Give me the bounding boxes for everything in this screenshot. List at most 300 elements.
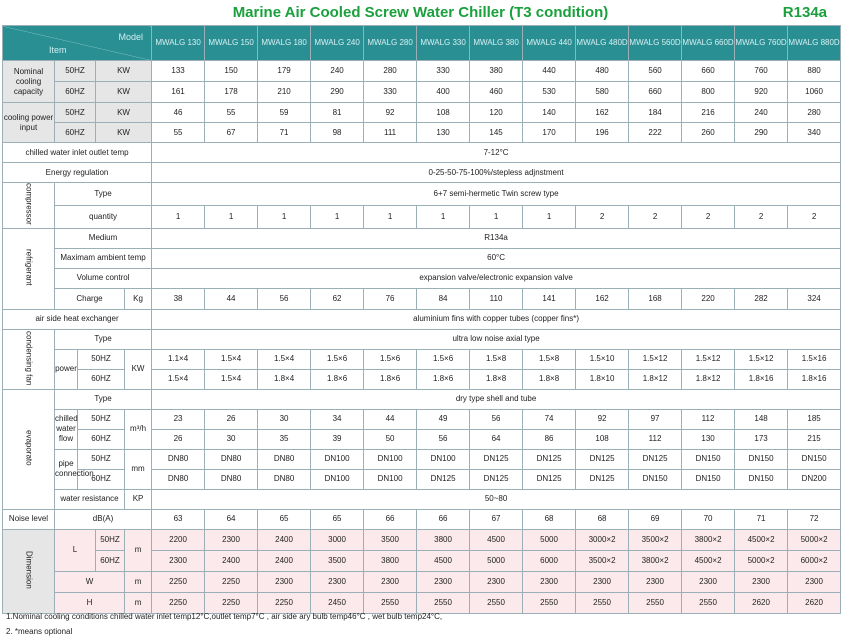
- refrigerant-label-text: refrigerant: [24, 249, 34, 286]
- pipe-60-value: DN150: [629, 469, 682, 489]
- unit-label: KW: [96, 82, 152, 103]
- length-50-value: 3500×2: [629, 529, 682, 550]
- quantity-label: quantity: [55, 205, 152, 228]
- compressor-qty-value: 2: [735, 205, 788, 228]
- flow-60-value: 30: [205, 429, 258, 449]
- table-row: [3, 61, 841, 82]
- nominal-cooling-60-value: 161: [152, 82, 205, 103]
- table-row: [3, 409, 841, 429]
- pipe-60-value: DN125: [523, 469, 576, 489]
- table-row: [3, 571, 841, 592]
- flow-60-value: 112: [629, 429, 682, 449]
- compressor-type: 6+7 semi-hermetic Twin screw type: [152, 183, 841, 206]
- nominal-cooling-50-value: 150: [205, 61, 258, 82]
- flow-50-value: 30: [258, 409, 311, 429]
- cooling-power-60-value: 222: [629, 123, 682, 143]
- compressor-qty-value: 2: [629, 205, 682, 228]
- compressor-qty-value: 1: [311, 205, 364, 228]
- nominal-cooling-60-value: 580: [576, 82, 629, 103]
- length-label: L: [55, 529, 96, 571]
- hz-label: 50HZ: [55, 103, 96, 123]
- cooling-power-50-value: 140: [523, 103, 576, 123]
- flow-60-value: 26: [152, 429, 205, 449]
- height-label: H: [55, 592, 125, 613]
- flow-60-value: 215: [788, 429, 841, 449]
- length-50-value: 3000×2: [576, 529, 629, 550]
- fan-power-60-value: 1.8×10: [576, 369, 629, 389]
- length-60-value: 5000×2: [735, 550, 788, 571]
- height-value: 2620: [735, 592, 788, 613]
- pipe-60-value: DN100: [311, 469, 364, 489]
- table-row: [3, 123, 841, 143]
- compressor-qty-value: 2: [682, 205, 735, 228]
- flow-50-value: 23: [152, 409, 205, 429]
- flow-50-value: 74: [523, 409, 576, 429]
- length-60-value: 4500×2: [682, 550, 735, 571]
- model-header: MWALG 240: [311, 26, 364, 61]
- refrigerant-label: [3, 228, 55, 309]
- type-label: Type: [55, 389, 152, 409]
- compressor-qty-value: 1: [152, 205, 205, 228]
- table-row: [3, 489, 841, 509]
- pipe-50-value: DN100: [311, 449, 364, 469]
- charge-value: 110: [470, 288, 523, 309]
- length-50-value: 2400: [258, 529, 311, 550]
- dimension-label: [3, 529, 55, 613]
- cooling-power-50-value: 240: [735, 103, 788, 123]
- hz-label: 50HZ: [55, 61, 96, 82]
- fan-power-50-value: 1.5×4: [205, 349, 258, 369]
- fan-power-60-value: 1.8×4: [258, 369, 311, 389]
- charge-value: 324: [788, 288, 841, 309]
- fan-power-60-value: 1.8×8: [523, 369, 576, 389]
- noise-value: 72: [788, 509, 841, 529]
- fan-power-60-value: 1.5×4: [152, 369, 205, 389]
- evaporator-type: dry type shell and tube: [152, 389, 841, 409]
- length-60-value: 2300: [152, 550, 205, 571]
- fan-power-50-value: 1.5×10: [576, 349, 629, 369]
- compressor-label-text: compressor: [24, 183, 34, 225]
- table-row: [3, 103, 841, 123]
- fan-power-60-value: 1.8×8: [470, 369, 523, 389]
- medium-value: R134a: [152, 228, 841, 248]
- length-60-value: 3500×2: [576, 550, 629, 571]
- nominal-cooling-60-value: 210: [258, 82, 311, 103]
- cooling-power-50-value: 92: [364, 103, 417, 123]
- compressor-qty-value: 1: [258, 205, 311, 228]
- pipe-60-value: DN150: [682, 469, 735, 489]
- compressor-qty-value: 1: [205, 205, 258, 228]
- charge-value: 282: [735, 288, 788, 309]
- cooling-power-50-value: 162: [576, 103, 629, 123]
- width-value: 2300: [258, 571, 311, 592]
- length-60-value: 4500: [417, 550, 470, 571]
- pipe-60-value: DN150: [735, 469, 788, 489]
- length-50-value: 5000×2: [788, 529, 841, 550]
- air-hx-value: aluminium fins with copper tubes (copper fins*): [152, 309, 841, 329]
- hz-label: 60HZ: [78, 469, 125, 489]
- nominal-cooling-60-value: 330: [364, 82, 417, 103]
- nominal-cooling-50-value: 330: [417, 61, 470, 82]
- fan-power-50-value: 1.5×6: [311, 349, 364, 369]
- length-60-value: 3800: [364, 550, 417, 571]
- table-row: [3, 143, 841, 163]
- length-50-value: 2200: [152, 529, 205, 550]
- pipe-label: pipe connection: [55, 449, 78, 489]
- noise-value: 71: [735, 509, 788, 529]
- nominal-cooling-50-value: 380: [470, 61, 523, 82]
- fan-power-60-value: 1.8×16: [788, 369, 841, 389]
- model-header: MWALG 380: [470, 26, 523, 61]
- table-row: [3, 183, 841, 206]
- table-row: [3, 349, 841, 369]
- dimension-label-text: Dimension: [24, 550, 34, 589]
- cooling-power-50-value: 280: [788, 103, 841, 123]
- length-50-value: 4500: [470, 529, 523, 550]
- model-header: MWALG 280: [364, 26, 417, 61]
- type-label: Type: [55, 329, 152, 349]
- length-60-value: 6000: [523, 550, 576, 571]
- length-60-value: 2400: [205, 550, 258, 571]
- pipe-60-value: DN100: [364, 469, 417, 489]
- nominal-cooling-50-value: 760: [735, 61, 788, 82]
- pipe-50-value: DN100: [417, 449, 470, 469]
- length-60-value: 6000×2: [788, 550, 841, 571]
- flow-50-value: 34: [311, 409, 364, 429]
- nominal-cooling-50-value: 560: [629, 61, 682, 82]
- table-row: [3, 163, 841, 183]
- unit-label: m: [125, 529, 152, 571]
- type-label: Type: [55, 183, 152, 206]
- noise-value: 67: [470, 509, 523, 529]
- nominal-cooling-60-value: 920: [735, 82, 788, 103]
- flow-60-value: 56: [417, 429, 470, 449]
- height-value: 2550: [682, 592, 735, 613]
- flow-50-value: 148: [735, 409, 788, 429]
- nominal-cooling-60-value: 178: [205, 82, 258, 103]
- volume-control-label: Volume control: [55, 268, 152, 288]
- compressor-qty-value: 1: [523, 205, 576, 228]
- pipe-50-value: DN100: [364, 449, 417, 469]
- width-value: 2300: [311, 571, 364, 592]
- height-value: 2450: [311, 592, 364, 613]
- unit-label: m: [125, 571, 152, 592]
- width-value: 2300: [629, 571, 682, 592]
- pipe-50-value: DN125: [470, 449, 523, 469]
- length-60-value: 3500: [311, 550, 364, 571]
- cooling-power-50-value: 55: [205, 103, 258, 123]
- noise-value: 68: [523, 509, 576, 529]
- spec-table: [2, 25, 841, 614]
- hz-label: 50HZ: [78, 449, 125, 469]
- unit-label: KP: [125, 489, 152, 509]
- compressor-label: [3, 183, 55, 229]
- flow-50-value: 44: [364, 409, 417, 429]
- table-row: [3, 329, 841, 349]
- table-row: [3, 309, 841, 329]
- width-value: 2300: [523, 571, 576, 592]
- pipe-50-value: DN125: [576, 449, 629, 469]
- water-resistance-label: water resistance: [55, 489, 125, 509]
- fan-power-60-value: 1.5×4: [205, 369, 258, 389]
- pipe-60-value: DN80: [205, 469, 258, 489]
- charge-value: 84: [417, 288, 470, 309]
- nominal-cooling-60-value: 460: [470, 82, 523, 103]
- noise-value: 68: [576, 509, 629, 529]
- pipe-50-value: DN80: [205, 449, 258, 469]
- chilled-temp-value: 7-12°C: [152, 143, 841, 163]
- fan-power-50-value: 1.5×6: [364, 349, 417, 369]
- height-value: 2250: [258, 592, 311, 613]
- table-row: [3, 248, 841, 268]
- ambient-label: Maximam ambient temp: [55, 248, 152, 268]
- noise-value: 65: [258, 509, 311, 529]
- width-label: W: [55, 571, 125, 592]
- nominal-cooling-60-value: 530: [523, 82, 576, 103]
- length-50-value: 3000: [311, 529, 364, 550]
- fan-power-50-value: 1.5×12: [629, 349, 682, 369]
- evaporator-label: [3, 389, 55, 509]
- width-value: 2300: [470, 571, 523, 592]
- pipe-60-value: DN125: [576, 469, 629, 489]
- evaporator-label-text: evaporato: [24, 430, 34, 466]
- nominal-cooling-60-value: 660: [629, 82, 682, 103]
- page-title: Marine Air Cooled Screw Water Chiller (T3 condition): [232, 4, 609, 21]
- height-value: 2550: [470, 592, 523, 613]
- pipe-50-value: DN150: [735, 449, 788, 469]
- flow-60-value: 108: [576, 429, 629, 449]
- fan-power-50-value: 1.5×16: [788, 349, 841, 369]
- cooling-power-50-value: 81: [311, 103, 364, 123]
- condensing-fan-label: [3, 329, 55, 389]
- model-header: MWALG 330: [417, 26, 470, 61]
- chilled-temp-label: chilled water inlet outlet temp: [3, 143, 152, 163]
- table-row: [3, 509, 841, 529]
- table-row: [3, 26, 841, 61]
- width-value: 2300: [788, 571, 841, 592]
- length-50-value: 4500×2: [735, 529, 788, 550]
- compressor-qty-value: 2: [576, 205, 629, 228]
- cooling-power-50-value: 120: [470, 103, 523, 123]
- compressor-qty-value: 1: [364, 205, 417, 228]
- pipe-50-value: DN80: [152, 449, 205, 469]
- unit-label: KW: [96, 61, 152, 82]
- compressor-qty-value: 1: [470, 205, 523, 228]
- pipe-50-value: DN125: [629, 449, 682, 469]
- hz-label: 60HZ: [55, 123, 96, 143]
- charge-label: Charge: [55, 288, 125, 309]
- footnote-1: 1.Nominal cooling conditions chilled water inlet temp12°C,outlet temp7°C , air side ary bulb temp46°C , wet bulb temp24°C,: [6, 612, 443, 621]
- model-label: Model: [118, 32, 144, 42]
- unit-label: dB(A): [55, 509, 152, 529]
- fan-power-50-value: 1.5×6: [417, 349, 470, 369]
- fan-power-60-value: 1.8×12: [682, 369, 735, 389]
- ambient-value: 60°C: [152, 248, 841, 268]
- nominal-cooling-50-value: 179: [258, 61, 311, 82]
- width-value: 2300: [576, 571, 629, 592]
- power-label: power: [55, 349, 78, 389]
- charge-value: 38: [152, 288, 205, 309]
- width-value: 2300: [364, 571, 417, 592]
- nominal-cooling-60-value: 290: [311, 82, 364, 103]
- unit-label: m³/h: [125, 409, 152, 449]
- flow-50-value: 26: [205, 409, 258, 429]
- cooling-power-50-value: 184: [629, 103, 682, 123]
- cooling-power-60-value: 71: [258, 123, 311, 143]
- fan-power-50-value: 1.5×8: [523, 349, 576, 369]
- charge-value: 220: [682, 288, 735, 309]
- nominal-cooling-60-value: 1060: [788, 82, 841, 103]
- table-row: [3, 205, 841, 228]
- noise-value: 65: [311, 509, 364, 529]
- noise-value: 70: [682, 509, 735, 529]
- cooling-power-60-value: 55: [152, 123, 205, 143]
- flow-50-value: 185: [788, 409, 841, 429]
- hz-label: 50HZ: [78, 349, 125, 369]
- nominal-cooling-50-value: 133: [152, 61, 205, 82]
- medium-label: Medium: [55, 228, 152, 248]
- cooling-power-60-value: 98: [311, 123, 364, 143]
- flow-60-value: 35: [258, 429, 311, 449]
- length-50-value: 3500: [364, 529, 417, 550]
- fan-power-60-value: 1.8×6: [417, 369, 470, 389]
- flow-50-value: 92: [576, 409, 629, 429]
- nominal-cooling-50-value: 440: [523, 61, 576, 82]
- charge-value: 76: [364, 288, 417, 309]
- hz-label: 60HZ: [78, 429, 125, 449]
- cooling-power-60-value: 196: [576, 123, 629, 143]
- nominal-cooling-50-value: 240: [311, 61, 364, 82]
- cooling-power-50-value: 108: [417, 103, 470, 123]
- hz-label: 60HZ: [78, 369, 125, 389]
- energy-reg-value: 0-25-50-75-100%/stepless adjnstment: [152, 163, 841, 183]
- pipe-60-value: DN80: [152, 469, 205, 489]
- hz-label: 60HZ: [55, 82, 96, 103]
- length-50-value: 5000: [523, 529, 576, 550]
- charge-value: 162: [576, 288, 629, 309]
- charge-value: 168: [629, 288, 682, 309]
- length-50-value: 3800×2: [682, 529, 735, 550]
- pipe-60-value: DN200: [788, 469, 841, 489]
- width-value: 2300: [417, 571, 470, 592]
- item-label: Item: [49, 45, 67, 55]
- unit-label: Kg: [125, 288, 152, 309]
- refrigerant-tag: R134a: [782, 4, 827, 21]
- fan-power-50-value: 1.1×4: [152, 349, 205, 369]
- model-header: MWALG 480D: [576, 26, 629, 61]
- cooling-power-60-value: 260: [682, 123, 735, 143]
- fan-type: ultra low noise axial type: [152, 329, 841, 349]
- noise-value: 66: [364, 509, 417, 529]
- height-value: 2550: [364, 592, 417, 613]
- table-row: [3, 82, 841, 103]
- table-row: [3, 529, 841, 550]
- hz-label: 50HZ: [78, 409, 125, 429]
- model-header: MWALG 130: [152, 26, 205, 61]
- spec-table-body: [3, 26, 841, 614]
- flow-50-value: 49: [417, 409, 470, 429]
- compressor-qty-value: 1: [417, 205, 470, 228]
- flow-60-value: 50: [364, 429, 417, 449]
- unit-label: KW: [125, 349, 152, 389]
- nominal-cooling-50-value: 280: [364, 61, 417, 82]
- width-value: 2250: [152, 571, 205, 592]
- pipe-50-value: DN80: [258, 449, 311, 469]
- pipe-50-value: DN125: [523, 449, 576, 469]
- unit-label: KW: [96, 123, 152, 143]
- pipe-50-value: DN150: [682, 449, 735, 469]
- table-row: [3, 268, 841, 288]
- cooling-power-50-value: 46: [152, 103, 205, 123]
- length-50-value: 3800: [417, 529, 470, 550]
- volume-control-value: expansion valve/electronic expansion valve: [152, 268, 841, 288]
- table-row: [3, 389, 841, 409]
- height-value: 2550: [417, 592, 470, 613]
- length-60-value: 3800×2: [629, 550, 682, 571]
- charge-value: 141: [523, 288, 576, 309]
- noise-label: Noise level: [3, 509, 55, 529]
- fan-power-50-value: 1.5×12: [682, 349, 735, 369]
- width-value: 2300: [735, 571, 788, 592]
- hz-label: 50HZ: [96, 529, 125, 550]
- nominal-cooling-50-value: 880: [788, 61, 841, 82]
- cooling-power-50-value: 216: [682, 103, 735, 123]
- table-row: [3, 288, 841, 309]
- model-header: MWALG 660D: [682, 26, 735, 61]
- fan-power-60-value: 1.8×6: [364, 369, 417, 389]
- flow-60-value: 64: [470, 429, 523, 449]
- cooling-power-50-value: 59: [258, 103, 311, 123]
- nominal-cooling-60-value: 800: [682, 82, 735, 103]
- pipe-60-value: DN80: [258, 469, 311, 489]
- model-header: MWALG 760D: [735, 26, 788, 61]
- noise-value: 63: [152, 509, 205, 529]
- length-50-value: 2300: [205, 529, 258, 550]
- height-value: 2550: [629, 592, 682, 613]
- header-model-item: [3, 26, 152, 61]
- length-60-value: 5000: [470, 550, 523, 571]
- title-bar: [0, 0, 841, 26]
- height-value: 2550: [523, 592, 576, 613]
- charge-value: 56: [258, 288, 311, 309]
- pipe-60-value: DN125: [470, 469, 523, 489]
- unit-label: m: [125, 592, 152, 613]
- height-value: 2250: [152, 592, 205, 613]
- model-header: MWALG 560D: [629, 26, 682, 61]
- fan-power-50-value: 1.5×4: [258, 349, 311, 369]
- width-value: 2300: [682, 571, 735, 592]
- cooling-power-label: cooling power input: [3, 103, 55, 143]
- length-60-value: 2400: [258, 550, 311, 571]
- table-row: [3, 449, 841, 469]
- model-header: MWALG 440: [523, 26, 576, 61]
- noise-value: 69: [629, 509, 682, 529]
- condensing-fan-label-text: condensing fan: [24, 330, 34, 385]
- height-value: 2250: [205, 592, 258, 613]
- unit-label: mm: [125, 449, 152, 489]
- fan-power-50-value: 1.5×12: [735, 349, 788, 369]
- cooling-power-60-value: 67: [205, 123, 258, 143]
- nominal-cooling-50-value: 660: [682, 61, 735, 82]
- compressor-qty-value: 2: [788, 205, 841, 228]
- cooling-power-60-value: 145: [470, 123, 523, 143]
- nominal-cooling-60-value: 400: [417, 82, 470, 103]
- cooling-power-60-value: 170: [523, 123, 576, 143]
- flow-60-value: 39: [311, 429, 364, 449]
- unit-label: KW: [96, 103, 152, 123]
- fan-power-60-value: 1.8×12: [629, 369, 682, 389]
- height-value: 2620: [788, 592, 841, 613]
